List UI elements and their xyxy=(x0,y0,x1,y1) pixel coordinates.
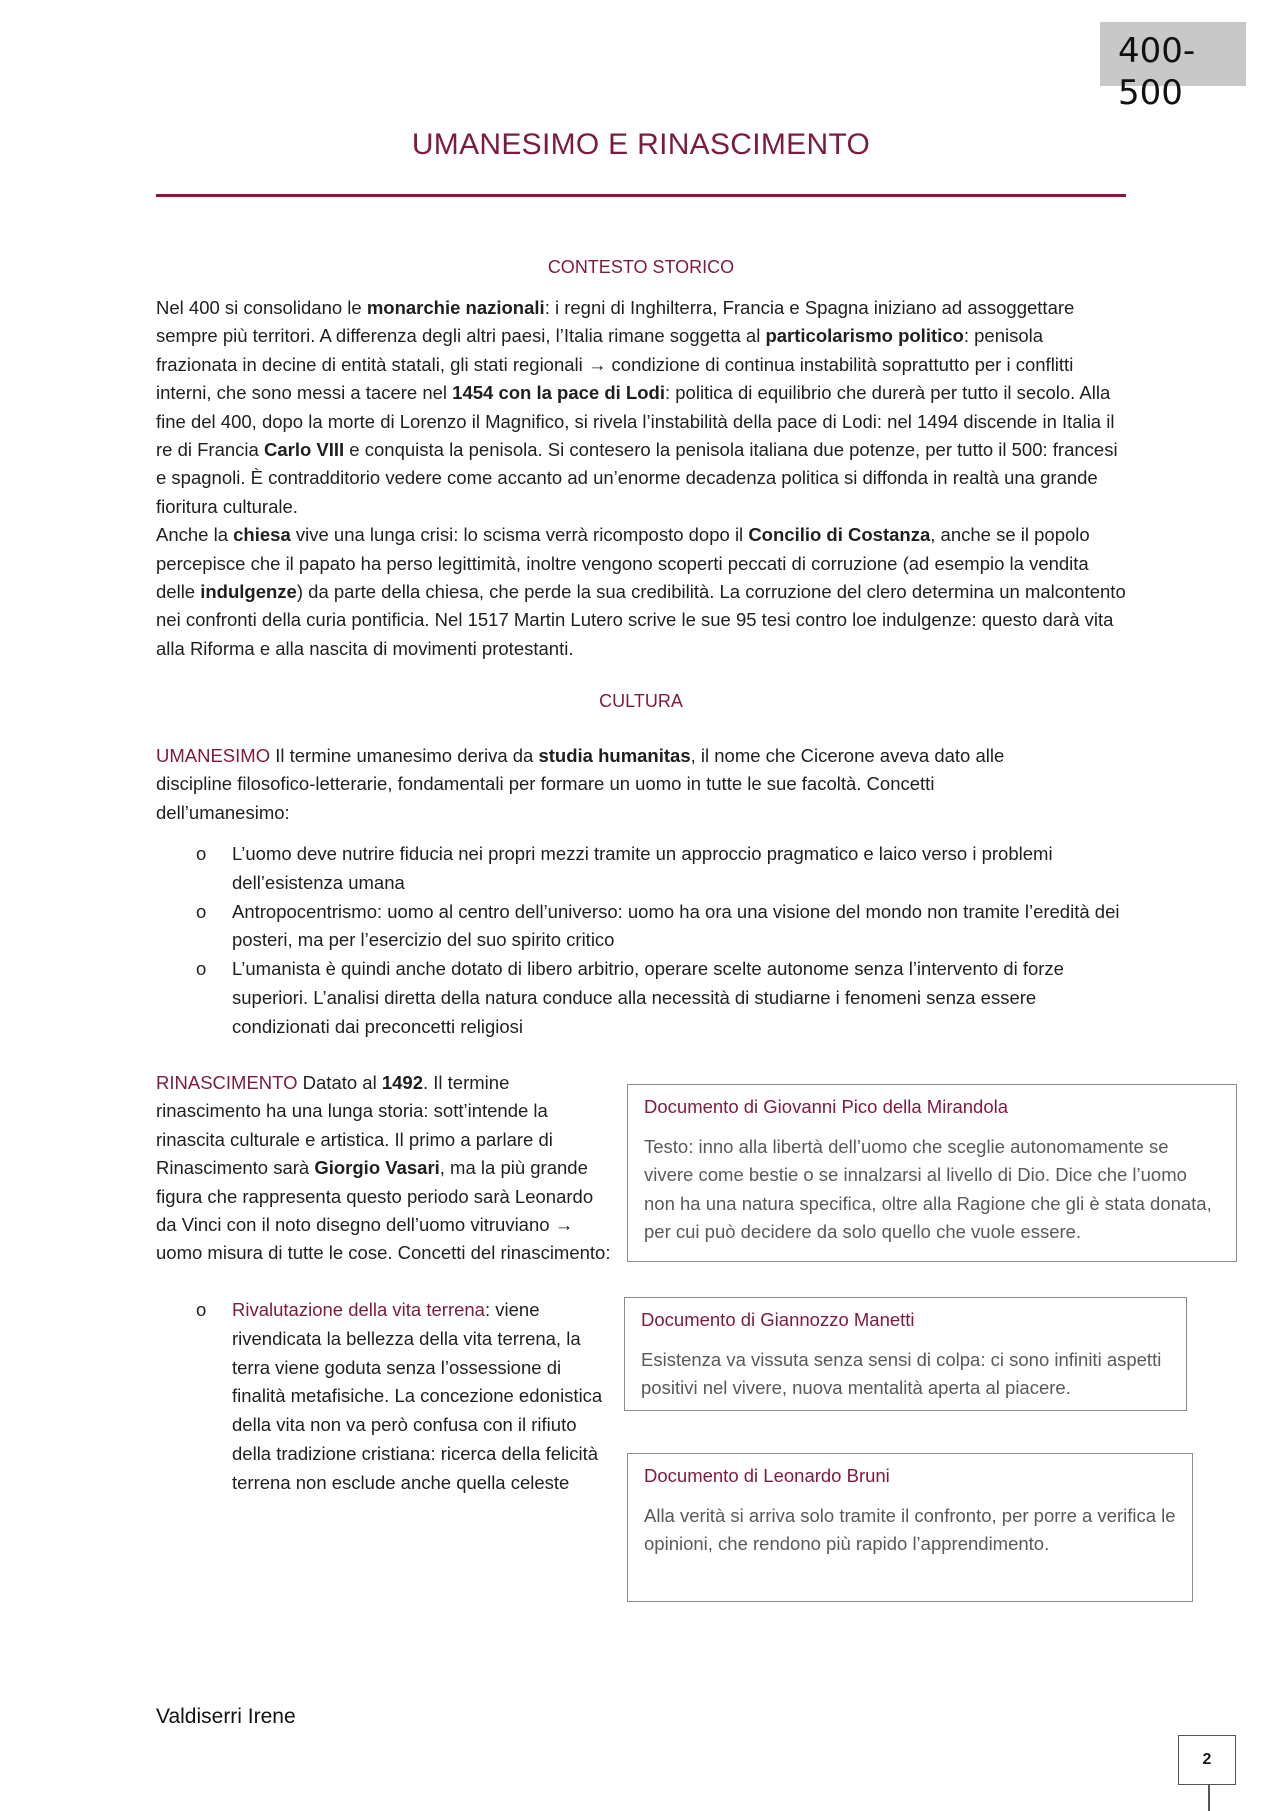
rinascimento-label: RINASCIMENTO xyxy=(156,1072,298,1093)
rinascimento-paragraph: RINASCIMENTO Datato al 1492. Il termine rinascimento ha una lunga storia: sott’intende la rinascita culturale e artistica. Il primo a parlare di Rinascimento sarà Giorgio Vasari, ma la più grande figura che rappresenta questo periodo sarà Leonardo da Vinci con il noto disegno dell’uomo vitruviano → uomo misura di tutte le cose. Concetti del rinascimento: xyxy=(156,1072,611,1264)
bullet-circle-icon: o xyxy=(196,958,207,980)
section-heading-cultura: CULTURA xyxy=(599,691,683,711)
document-box-pico xyxy=(627,1084,1237,1262)
bullet-circle-icon: o xyxy=(196,900,207,922)
document-box-text: Esistenza va vissuta senza sensi di colpa: ci sono infiniti aspetti positivi nel vivere, nuova mentalità aperta al piacere. xyxy=(641,1349,1162,1399)
umanesimo-bullet-list xyxy=(156,840,1126,1042)
list-item: o Rivalutazione della vita terrena: viene rivendicata la bellezza della vita terrena, la terra viene goduta senza l’ossessione di finalità metafisiche. La concezione edonistica della vita non va però confusa con il rifiuto della tradizione cristiana: ricerca della felicità terrena non esclude anche quella celeste xyxy=(156,1296,612,1498)
contesto-text xyxy=(156,294,1126,663)
rinascimento-bullet-list xyxy=(156,1296,612,1498)
document-box-manetti xyxy=(624,1297,1187,1411)
document-box-text: Testo: inno alla libertà dell’uomo che sceglie autonomamente se vivere come bestie o se innalzarsi al livello di Dio. Dice che l’uomo non ha una natura specifica, oltre alla Ragione che gli è stata donata, per cui può decidere da solo quello che vuole essere. xyxy=(644,1136,1212,1243)
arrow-right-icon: → xyxy=(554,1214,574,1236)
corner-tag: 400-500 xyxy=(1100,22,1246,86)
bullet-circle-icon: o xyxy=(196,843,207,864)
document-box-bruni xyxy=(627,1453,1193,1602)
bullet-circle-icon: o xyxy=(196,1299,207,1320)
arrow-right-icon: → xyxy=(587,353,607,375)
umanesimo-paragraph: UMANESIMO Il termine umanesimo deriva da studia humanitas, il nome che Cicerone aveva dato alle discipline filosofico-letterarie, fondamentali per formare un uomo in tutte le sue facoltà. Concetti dell’umanesimo: xyxy=(156,745,1005,823)
list-item: o L’umanista è quindi anche dotato di libero arbitrio, operare scelte autonome senza l’intervento di forze superiori. L’analisi diretta della natura conduce alla necessità di studiarne i fenomeni senza essere condizionati dai preconcetti religiosi xyxy=(156,955,1126,1041)
page-number-connector xyxy=(1208,1785,1210,1811)
document-box-title: Documento di Giovanni Pico della Mirandola xyxy=(644,1096,1009,1117)
section-heading-contesto: CONTESTO STORICO xyxy=(547,257,735,277)
contesto-paragraph-1: Nel 400 si consolidano le monarchie nazionali: i regni di Inghilterra, Francia e Spagna iniziano ad assoggettare sempre più territori. A differenza degli altri paesi, l’Italia rimane soggetta al particolarismo politico: penisola frazionata in decine di entità statali, gli stati regionali → condizione di continua instabilità soprattutto per i conflitti interni, che sono messi a tacere nel 1454 con la pace di Lodi: politica di equilibrio che durerà per tutto il secolo. Alla fine del 400, dopo la morte di Lorenzo il Magnifico, si rivela l’instabilità della pace di Lodi: nel 1494 discende in Italia il re di Francia Carlo VIII e conquista la penisola. Si contesero la penisola italiana due potenze, per tutto il 500: francesi e spagnoli. È contradditorio vedere come accanto ad un’enorme decadenza politica si diffonda in realtà una grande fioritura culturale. xyxy=(156,297,1118,517)
list-item: o Antropocentrismo: uomo al centro dell’universo: uomo ha ora una visione del mondo non tramite l’eredità dei posteri, ma per l’esercizio del suo spirito critico xyxy=(156,898,1126,956)
document-box-title: Documento di Giannozzo Manetti xyxy=(641,1309,915,1330)
document-box-text: Alla verità si arriva solo tramite il confronto, per porre a verifica le opinioni, che rendono più rapido l’apprendimento. xyxy=(644,1505,1176,1555)
title-rule xyxy=(156,194,1126,197)
document-box-title: Documento di Leonardo Bruni xyxy=(644,1465,890,1486)
contesto-paragraph-2: Anche la chiesa vive una lunga crisi: lo scisma verrà ricomposto dopo il Concilio di Costanza, anche se il popolo percepisce che il papato ha perso legittimità, inoltre vengono scoperti peccati di corruzione (ad esempio la vendita delle indulgenze) da parte della chiesa, che perde la sua credibilità. La corruzione del clero determina un malcontento nei confronti della curia pontificia. Nel 1517 Martin Lutero scrive le sue 95 tesi contro loe indulgenze: questo darà vita alla Riforma e alla nascita di movimenti protestanti. xyxy=(156,524,1126,659)
page-number: 2 xyxy=(1178,1735,1236,1785)
author-name: Valdiserri Irene xyxy=(156,1705,296,1728)
document-title: UMANESIMO E RINASCIMENTO xyxy=(411,128,871,161)
umanesimo-label: UMANESIMO xyxy=(156,745,271,766)
list-item: o L’uomo deve nutrire fiducia nei propri mezzi tramite un approccio pragmatico e laico verso i problemi dell’esistenza umana xyxy=(156,840,1126,898)
